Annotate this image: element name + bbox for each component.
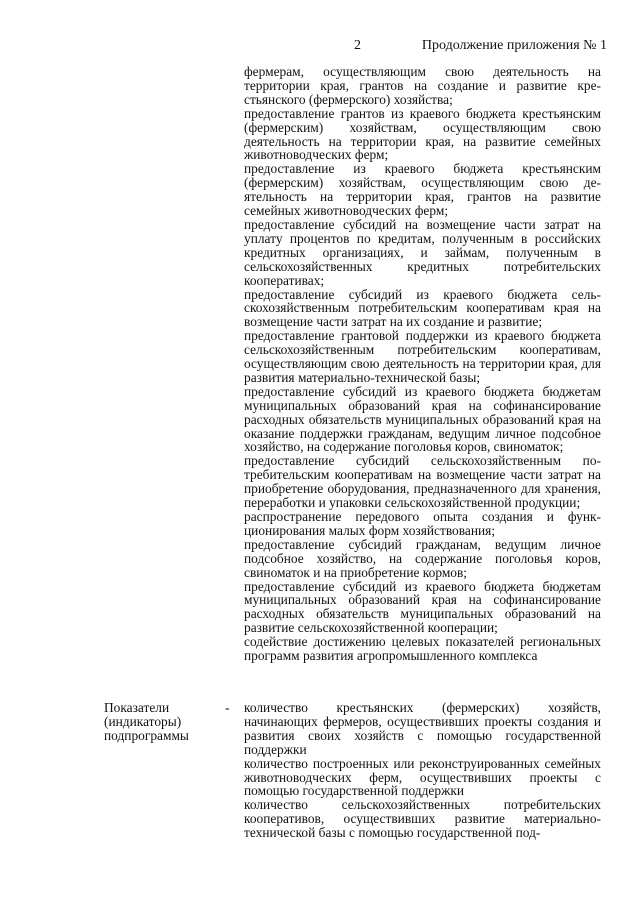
measure-item: предоставление субсидий сельскохозяйственным потребительским кооперативам на возмещение части затрат на приобретение оборудования, предназначенного для хранения, переработки и упаковки сельскохозяйственной продукции; xyxy=(244,453,601,511)
page-number: 2 xyxy=(354,38,361,53)
measure-item: распространение передового опыта создания и функционирования малых форм хозяйствования; xyxy=(244,509,601,538)
measure-item: предоставление субсидий из краевого бюджета бюджетам муниципальных образований края на софинансирование расходных обязательств муниципальных образований края на оказание поддержки гражданам, ведущим личное подсобное хозяйство, на содержание поголовья коров, свиноматок; xyxy=(244,383,601,455)
indicators-label-line: подпрограммы xyxy=(104,727,189,743)
indicators-label-line: (индикаторы) xyxy=(104,713,182,729)
measure-item: предоставление грантов из краевого бюджета крестьянским (фермерским) хозяйствам, осуществляющим свою деятельность на территории края, на развитие семейных животноводческих ферм; xyxy=(244,105,601,163)
measure-item: предоставление субсидий гражданам, ведущим личное подсобное хозяйство, на содержание поголовья коров, свиноматок и на приобретение кормов; xyxy=(244,536,601,580)
measure-item: фермерам, осуществляющим свою деятельность на территории края, грантов на создание и развитие крестьянского (фермерского) хозяйства; xyxy=(244,64,601,107)
page-header xyxy=(0,36,640,56)
indicator-item: количество крестьянских (фермерских) хозяйств, начинающих фермеров, осуществивших проекты создания и развития своих хозяйств с помощью государственной поддержки xyxy=(244,700,601,757)
indicators-label-line: Показатели xyxy=(104,700,170,715)
appendix-continuation-title: Продолжение приложения № 1 xyxy=(421,38,607,53)
indicators-list xyxy=(244,701,601,840)
indicators-dash: - xyxy=(225,700,230,715)
measure-item: предоставление из краевого бюджета крестьянским (фермерским) хозяйствам, осуществляющим свою деятельность на территории края, грантов на развитие семейных животноводческих ферм; xyxy=(244,161,601,219)
measure-item: содействие достижению целевых показателей региональных программ развития агропромышленного комплекса xyxy=(244,634,601,664)
measures-list xyxy=(244,65,601,663)
measure-item: предоставление грантовой поддержки из краевого бюджета сельскохозяйственным потребительским кооперативам, осуществляющим свою деятельность на территории края, для развития материально-технической базы; xyxy=(244,328,601,385)
measure-item: предоставление субсидий на возмещение части затрат на уплату процентов по кредитам, полученным в российских кредитных организациях, и займам, полученным в сельскохозяйственных кредитных потребительских кооперативах; xyxy=(244,216,601,288)
indicator-item: количество построенных или реконструированных семейных животноводческих ферм, осуществивших проекты с помощью государственной поддержки xyxy=(244,755,601,799)
measure-item: предоставление субсидий из краевого бюджета бюджетам муниципальных образований края на софинансирование расходных обязательств муниципальных образований на развитие сельскохозяйственной кооперации; xyxy=(244,578,601,636)
indicators-label xyxy=(104,701,232,743)
measure-item: предоставление субсидий из краевого бюджета сельскохозяйственным потребительским кооперативам края на возмещение части затрат на их создание и развитие; xyxy=(244,286,601,330)
indicator-item: количество сельскохозяйственных потребительских кооперативов, осуществивших развитие материально-технической базы с помощью государственной под- xyxy=(244,797,601,841)
